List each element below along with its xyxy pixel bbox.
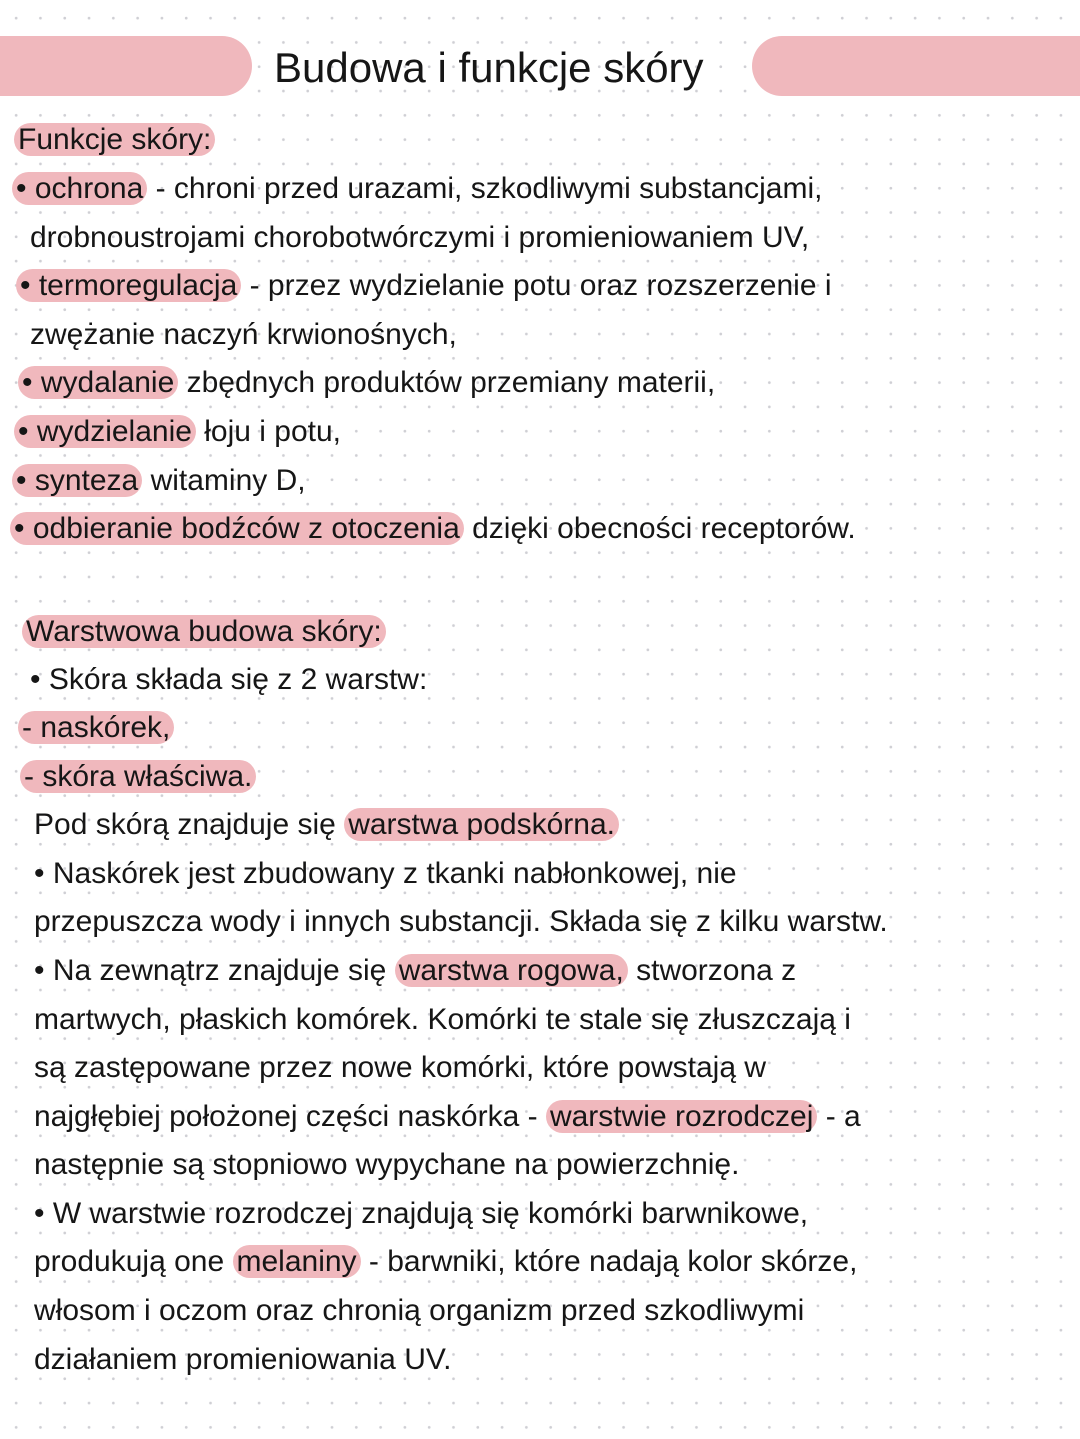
note-line (30, 218, 809, 258)
highlighted-term: warstwie rozrodczej (546, 1100, 817, 1133)
note-line (34, 902, 888, 942)
highlighted-term: Funkcje skóry: (14, 123, 215, 156)
note-line (34, 1048, 766, 1088)
note-text: działaniem promieniowania UV. (34, 1343, 452, 1376)
note-line (34, 854, 737, 894)
note-line (34, 805, 619, 845)
highlighted-term: warstwa rogowa, (395, 954, 628, 987)
note-line (22, 612, 386, 652)
note-text: • Skóra składa się z 2 warstw: (30, 663, 428, 696)
note-text: zbędnych produktów przemiany materii, (178, 366, 716, 399)
note-text: drobnoustrojami chorobotwórczymi i promieniowaniem UV, (30, 221, 810, 254)
note-line (34, 1145, 739, 1185)
note-text: stworzona z (627, 954, 797, 987)
note-line (14, 120, 215, 160)
note-text: - barwniki, które nadają kolor skórze, (360, 1245, 858, 1278)
note-line (18, 363, 715, 403)
note-line (14, 412, 341, 452)
highlighted-term: Warstwowa budowa skóry: (22, 615, 386, 648)
note-line (12, 461, 306, 501)
note-line (20, 757, 256, 797)
note-line (34, 1340, 451, 1380)
note-text: Pod skórą znajduje się (34, 808, 345, 841)
highlighted-term: • odbieranie bodźców z otoczenia (10, 512, 464, 545)
note-text: - przez wydzielanie potu oraz rozszerzenie i (241, 269, 832, 302)
title-decoration-right (752, 36, 1080, 96)
note-line (30, 315, 457, 355)
note-text: najgłębiej położonej części naskórka - (34, 1100, 546, 1133)
note-text: • Naskórek jest zbudowany z tkanki nabłonkowej, nie (34, 857, 737, 890)
highlighted-term: • synteza (12, 464, 142, 497)
highlighted-term: • wydalanie (18, 366, 178, 399)
page-title: Budowa i funkcje skóry (274, 44, 704, 91)
note-line (16, 266, 832, 306)
note-text: martwych, płaskich komórek. Komórki te stale się złuszczają i (34, 1003, 851, 1036)
note-text: produkują one (34, 1245, 233, 1278)
note-text: włosom i oczom oraz chronią organizm przed szkodliwymi (34, 1294, 805, 1327)
highlighted-term: melaniny (233, 1245, 361, 1278)
note-line (18, 708, 174, 748)
note-line (34, 1194, 808, 1234)
note-text: zwężanie naczyń krwionośnych, (30, 318, 457, 351)
note-line (34, 1291, 804, 1331)
note-line (12, 169, 823, 209)
note-line (34, 951, 796, 991)
note-line (34, 1097, 861, 1137)
note-line (10, 509, 856, 549)
note-text: - chroni przed urazami, szkodliwymi substancjami, (147, 172, 823, 205)
highlighted-term: • termoregulacja (16, 269, 241, 302)
note-text: • Na zewnątrz znajduje się (34, 954, 395, 987)
title-decoration-left (0, 36, 252, 96)
note-line (34, 1242, 857, 1282)
note-line (34, 1000, 851, 1040)
highlighted-term: • wydzielanie (14, 415, 196, 448)
note-text: łoju i potu, (195, 415, 342, 448)
note-text: są zastępowane przez nowe komórki, które powstają w (34, 1051, 767, 1084)
highlighted-term: - skóra właściwa. (20, 760, 256, 793)
note-text: • W warstwie rozrodczej znajdują się komórki barwnikowe, (34, 1197, 809, 1230)
highlighted-term: warstwa podskórna. (344, 808, 619, 841)
note-text: witaminy D, (142, 464, 306, 497)
highlighted-term: - naskórek, (18, 711, 174, 744)
highlighted-term: • ochrona (12, 172, 147, 205)
note-line (30, 660, 427, 700)
note-text: następnie są stopniowo wypychane na powierzchnię. (34, 1148, 740, 1181)
note-text: przepuszcza wody i innych substancji. Składa się z kilku warstw. (34, 905, 888, 938)
note-text: dzięki obecności receptorów. (463, 512, 856, 545)
note-text: - a (817, 1100, 861, 1133)
